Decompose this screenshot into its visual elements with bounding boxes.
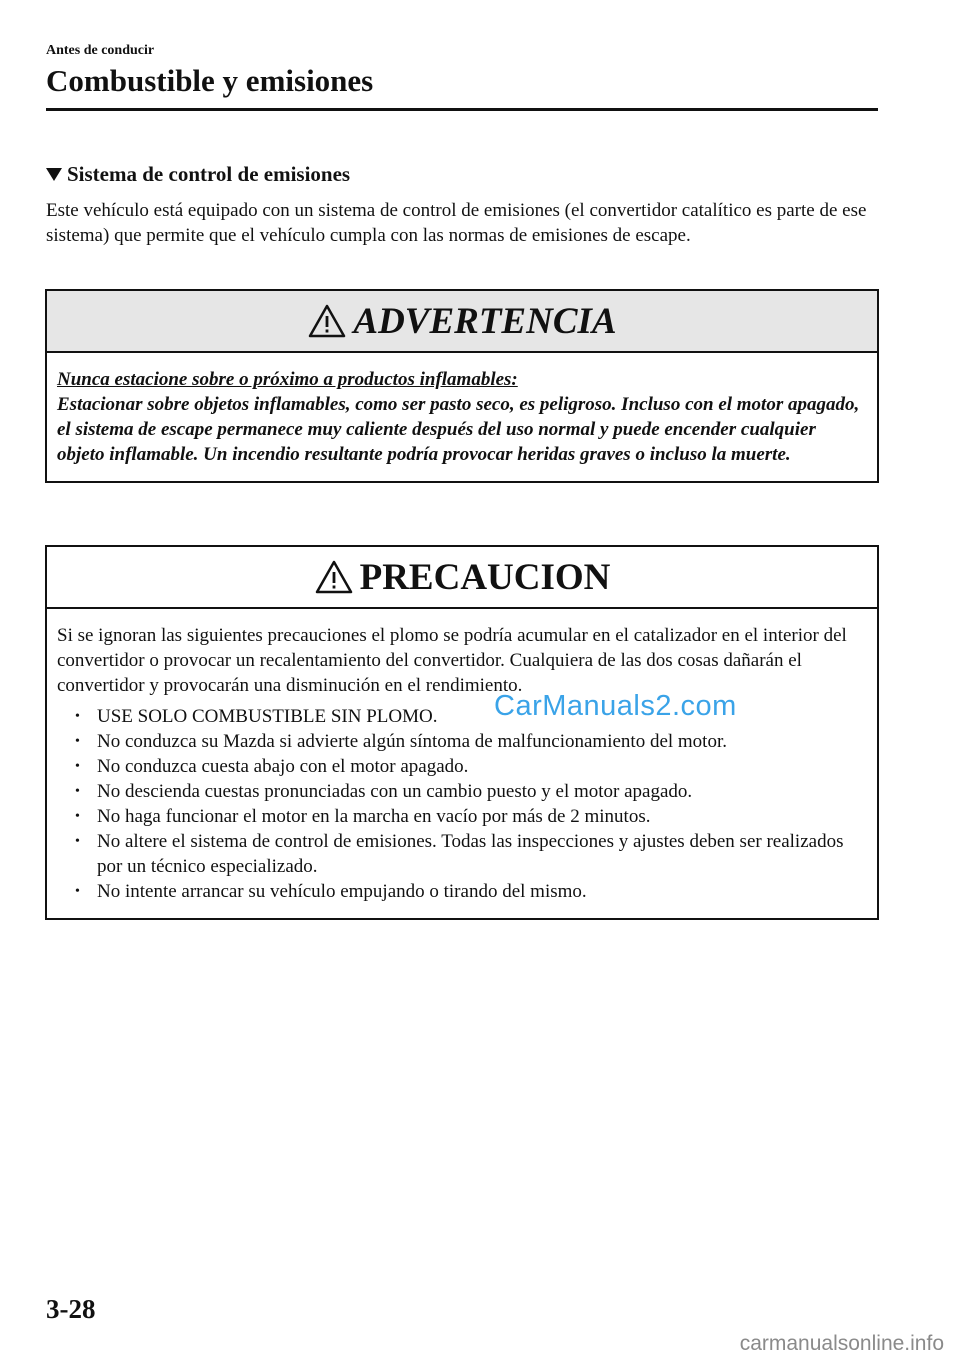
- page-number: 3-28: [46, 1294, 96, 1324]
- warning-header: [47, 291, 877, 353]
- caution-title: PRECAUCION: [359, 556, 611, 598]
- list-item: • No descienda cuestas pronunciadas con un cambio puesto y el motor apagado.: [75, 779, 867, 804]
- caution-box: [45, 545, 879, 920]
- page-title: Combustible y emisiones: [46, 63, 374, 98]
- emissions-section: [46, 160, 882, 248]
- warning-box: [45, 289, 879, 483]
- triangle-down-icon: [46, 168, 62, 181]
- caution-intro: Si se ignoran las siguientes precauciones el plomo se podría acumular en el catalizador en el interior del convertidor o provocar un recalentamiento del convertidor. Cualquiera de las dos cosas dañarán el convertidor y provocarán una disminución en el rendimiento.: [57, 625, 847, 696]
- warning-triangle-icon: [314, 559, 354, 595]
- section-paragraph: Este vehículo está equipado con un sistema de control de emisiones (el convertidor catalítico es parte de ese sistema) que permite que el vehículo cumpla con las normas de emisiones de escape.: [46, 200, 867, 246]
- section-heading: [46, 160, 882, 188]
- warning-title: ADVERTENCIA: [353, 300, 617, 342]
- list-item: • No haga funcionar el motor en la marcha en vacío por más de 2 minutos.: [75, 804, 867, 829]
- page-header: [46, 42, 878, 100]
- watermark: CarManuals2.com: [494, 690, 737, 722]
- warning-text: Estacionar sobre objetos inflamables, como ser pasto seco, es peligroso. Incluso con el motor apagado, el sistema de escape permanece muy caliente después del uso normal y puede encender cualquier objeto inflamable. Un incendio resultante podría provocar heridas graves o incluso la muerte.: [57, 394, 860, 465]
- caution-list: [57, 704, 867, 904]
- section-heading-text: Sistema de control de emisiones: [67, 162, 351, 186]
- caution-body: [47, 609, 877, 918]
- warning-triangle-icon: [307, 303, 347, 339]
- site-watermark: carmanualsonline.info: [739, 1332, 944, 1355]
- caution-header: [47, 547, 877, 609]
- warning-subtitle: Nunca estacione sobre o próximo a productos inflamables:: [57, 369, 518, 390]
- chapter-label: Antes de conducir: [46, 43, 155, 58]
- list-item: • No conduzca cuesta abajo con el motor apagado.: [75, 754, 867, 779]
- header-rule: [46, 108, 878, 111]
- list-item: • No conduzca su Mazda si advierte algún síntoma de malfuncionamiento del motor.: [75, 729, 867, 754]
- list-item: • USE SOLO COMBUSTIBLE SIN PLOMO.: [75, 704, 867, 729]
- list-item: • No altere el sistema de control de emisiones. Todas las inspecciones y ajustes deben ser realizados por un técnico especializado.: [75, 829, 867, 879]
- warning-body: [47, 353, 877, 481]
- list-item: • No intente arrancar su vehículo empujando o tirando del mismo.: [75, 879, 867, 904]
